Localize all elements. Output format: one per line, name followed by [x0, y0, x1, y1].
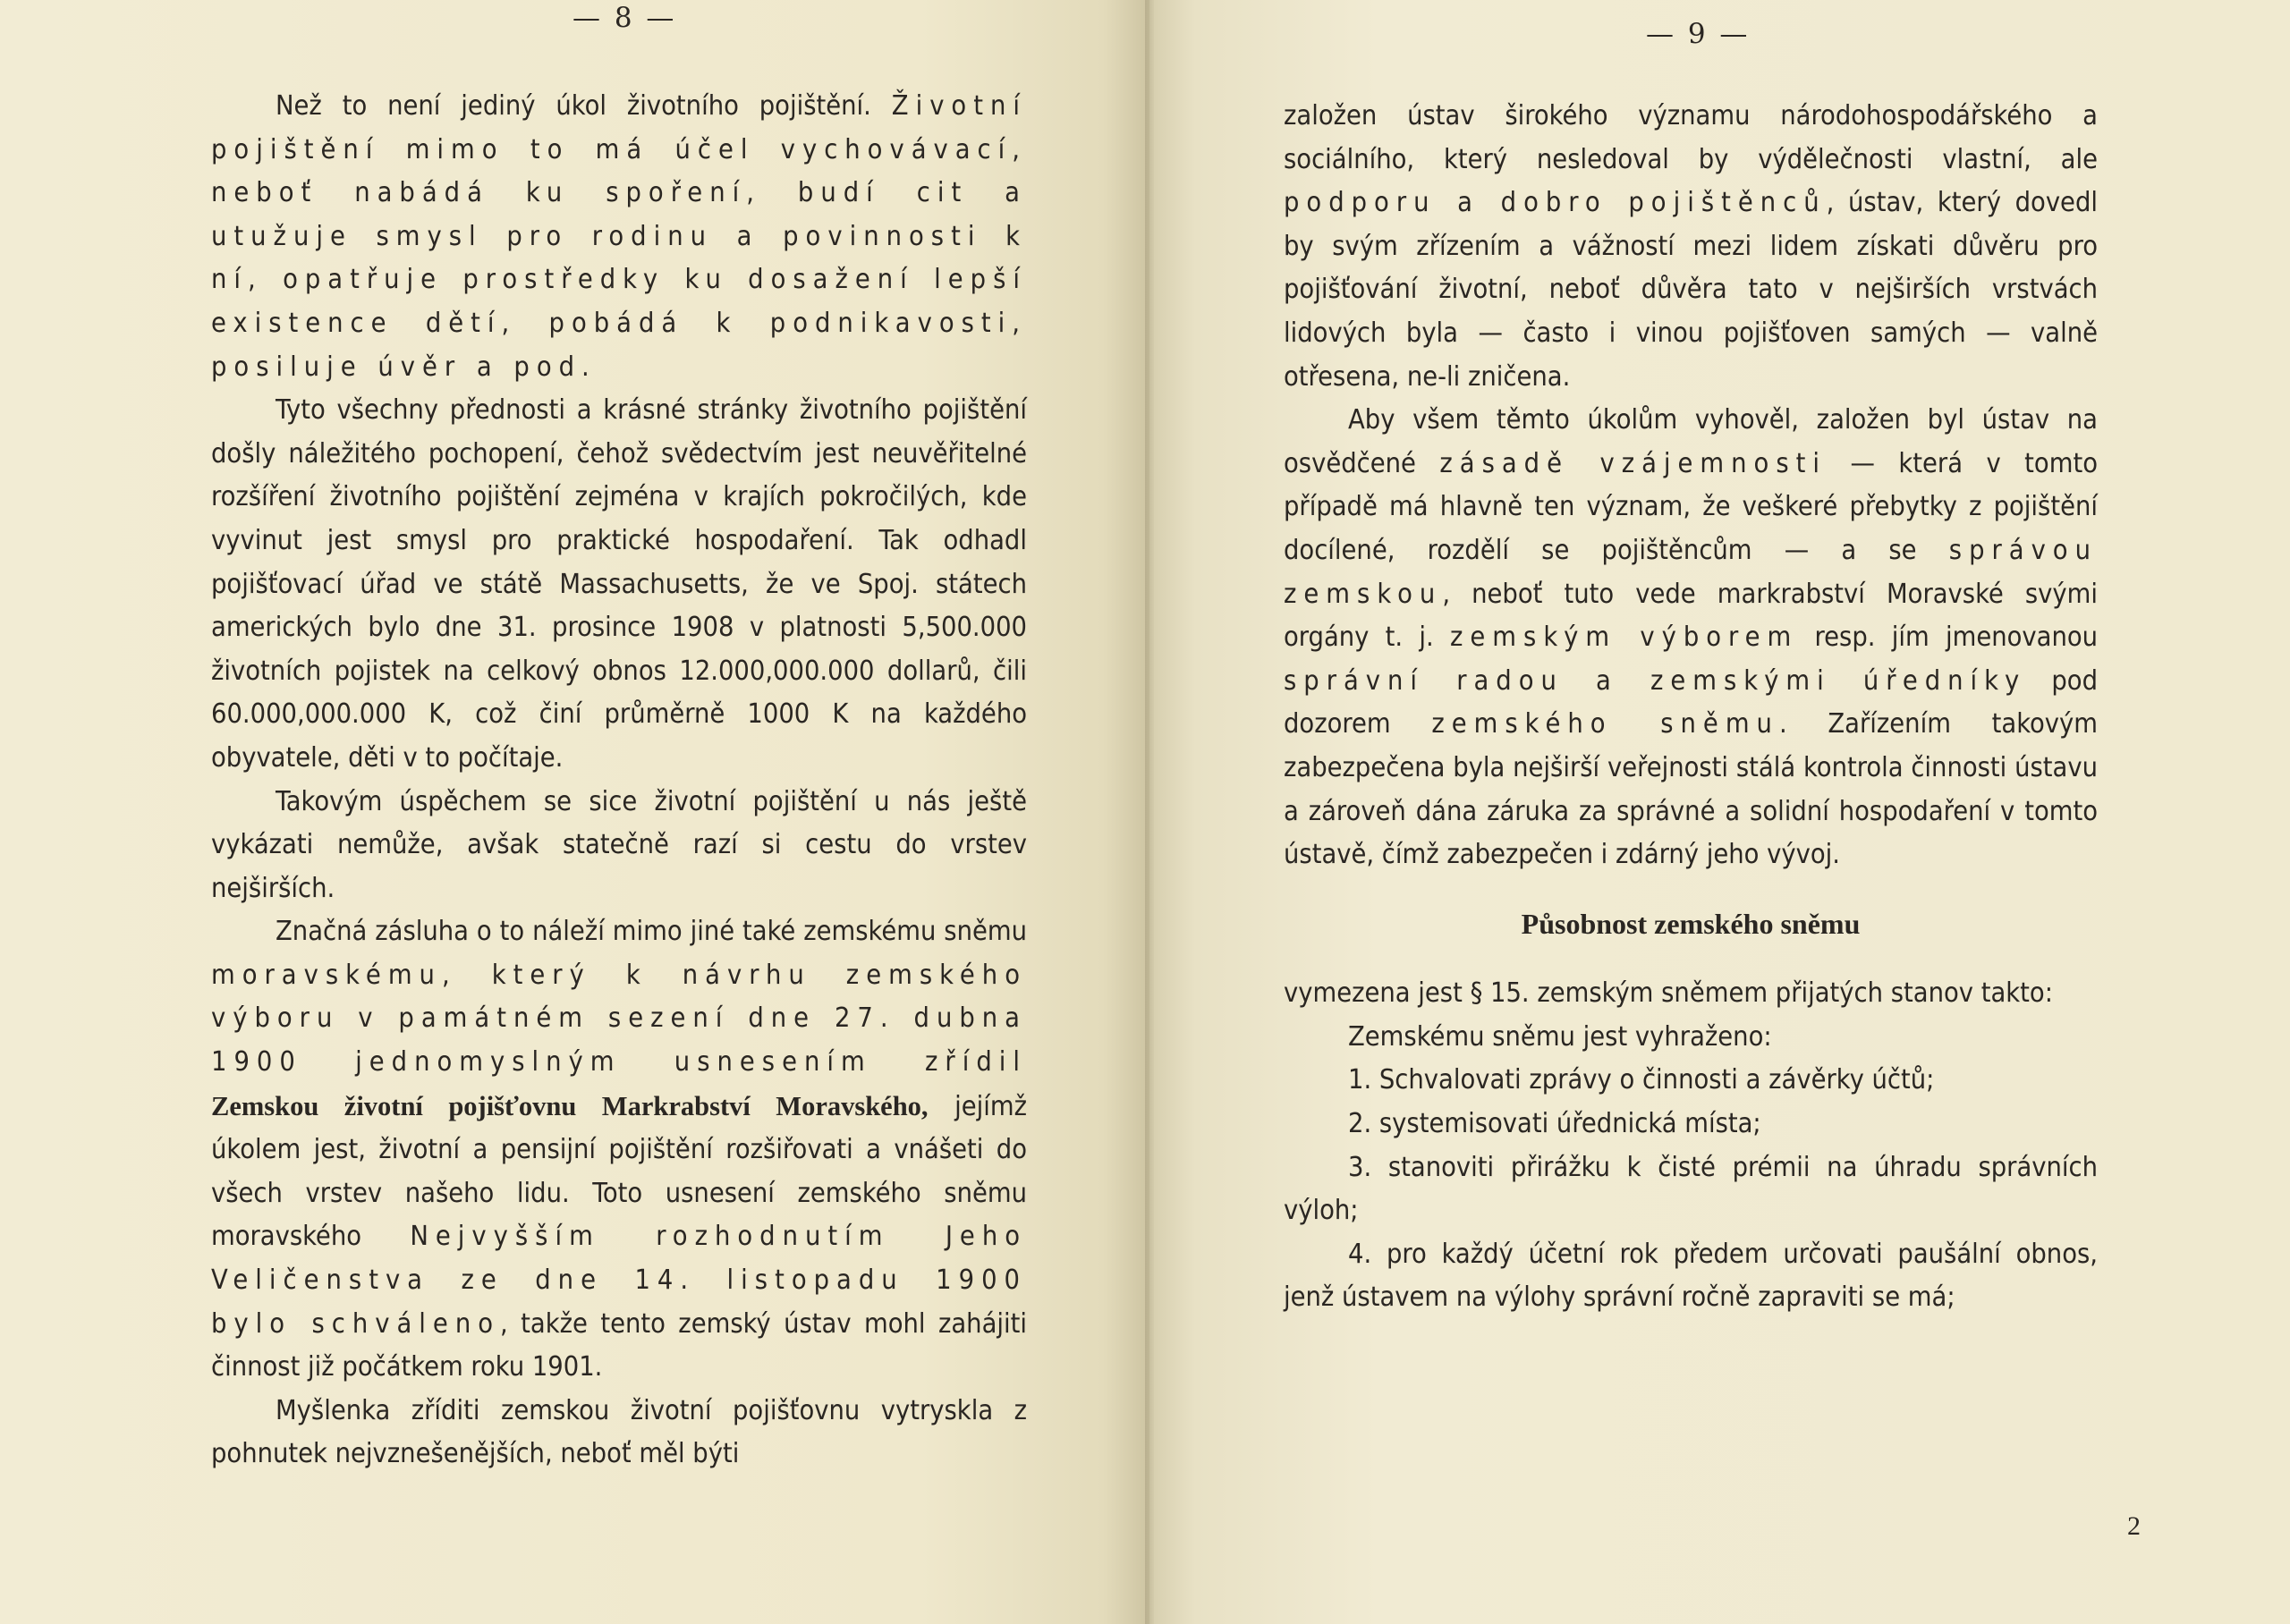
text-run: resp. jím jmenovanou: [1798, 622, 2099, 654]
text-run: založen ústav širokého významu národohospodářského a sociálního, který nesledoval by výdělečnosti vlastní, ale: [1284, 100, 2098, 175]
paragraph: [211, 389, 1027, 780]
right-page-paragraphs: [1284, 95, 2098, 877]
text-run: Takovým úspěchem se sice životní pojištění u nás ještě vykázati nemůže, avšak statečně razí si cestu do vrstev nejširších.: [211, 785, 1027, 904]
book-gutter: [1145, 0, 1154, 1624]
right-page: [1149, 0, 2290, 1624]
text-run: . Zařízením takovým zabezpečena byla nejširší veřejnosti stálá kontrola činnosti ústavu a zároveň dána záruka za správné a solidní hospodaření v tomto ústavě, čímž zabezpečen i zdárný jeho vývoj.: [1284, 708, 2098, 871]
list-item: 1. Schvalovati zprávy o činnosti a závěrky účtů;: [1348, 1064, 1935, 1096]
paragraph: [211, 781, 1027, 911]
text-run: , neboť tuto vede markrabství Moravské svými orgány t. j.: [1284, 578, 2098, 654]
section-intro: vymezena jest § 15. zemským sněmem přijatých stanov takto:: [1284, 977, 2053, 1010]
page-number-right: — 9 —: [1646, 18, 1751, 50]
emphasis-spaced: podporu a dobro pojištěnců: [1284, 187, 1827, 219]
page-number-left: — 8 —: [572, 2, 677, 34]
text-run: , takže tento zemský ústav mohl zahájiti činnost již počátkem roku 1901.: [211, 1307, 1028, 1383]
left-page-text: [211, 85, 1027, 1476]
paragraph: [211, 1390, 1027, 1476]
emphasis-spaced: zemského sněmu: [1431, 708, 1779, 740]
text-run: Aby všem těmto úkolům vyhověl, založen byl ústav na osvědčené: [1284, 404, 2098, 479]
powers-list: [1284, 1059, 2098, 1320]
emphasis-spaced: zemským výborem: [1450, 622, 1799, 654]
paragraph: [1284, 95, 2098, 399]
text-run: Než to není jediný úkol životního pojištění.: [276, 90, 892, 122]
text-run: Tyto všechny přednosti a krásné stránky životního pojištění došly náležitého pochopení, čehož svědectvím jest neuvěřitelné rozšíření životního pojištění zejména v krajích pokročilých, kde vyvinut jest smysl pro praktické hospodaření. Tak odhadl pojišťovací úřad ve státě Massachusetts, že ve Spoj. státech amerických bylo dne 31. prosince 1908 v platnosti 5,500.000 životních pojistek na celkový obnos 12.000,000.000 dollarů, čili 60.000,000.000 K, což činí průměrně 1000 K na každého obyvatele, děti v to počítaje.: [211, 394, 1027, 774]
text-run: pod dozorem: [1284, 664, 2098, 740]
right-page-text: [1284, 95, 2098, 1320]
text-run: jejímž úkolem jest, životní a pensijní pojištění rozšiřovati a vnášeti do všech vrstev našeho lidu. Toto usnesení zemského sněmu moravského: [211, 1090, 1027, 1253]
text-run: Myšlenka zříditi zemskou životní pojišťovnu vytryskla z pohnutek nejvznešenějších, neboť měl býti: [211, 1394, 1027, 1470]
emphasis-spaced: Životní pojištění mimo to má účel vychovávací, neboť nabádá ku spoření, budí cit a utužuje smysl pro rodinu a povinnosti k ní, opatřuje prostředky ku dosažení lepší existence dětí, pobádá k podnikavosti, posiluje úvěr a pod.: [211, 90, 1027, 383]
text-run: — která v tomto případě má hlavně ten význam, že veškeré přebytky z pojištění docílené, rozdělí se pojištěncům — a se: [1284, 447, 2098, 566]
text-run: Značná zásluha o to náleží mimo jiné také zemskému sněmu: [276, 916, 1027, 948]
emphasis-spaced: zásadě vzájemnosti: [1439, 447, 1828, 479]
emphasis-spaced: moravskému, který k návrhu zemského výboru v památném sezení dne 27. dubna 1900 jednomyslným usnesením zřídil: [211, 959, 1027, 1078]
list-item: 4. pro každý účetní rok předem určovati paušální obnos, jenž ústavem na výlohy správní ročně zapraviti se má;: [1284, 1238, 2098, 1314]
emphasis-spaced: Nejvyšším rozhodnutím Jeho Veličenstva ze dne 14. listopadu 1900 bylo schváleno: [211, 1221, 1027, 1340]
list-item: 2. systemisovati úřednická místa;: [1348, 1108, 1761, 1140]
paragraph: [211, 85, 1027, 389]
text-run: , ústav, který dovedl by svým zřízením a vážností mezi lidem získati důvěru pro pojišťování životní, neboť důvěra tato v nejširších vrstvách lidových byla — často i vinou pojišťoven samých — valně otřesena, ne-li zničena.: [1284, 187, 2098, 393]
paragraph: [211, 910, 1027, 1390]
list-intro: Zemskému sněmu jest vyhraženo:: [1348, 1020, 1772, 1053]
emphasis-bold: Zemskou životní pojišťovnu Markrabství Moravského,: [211, 1090, 929, 1121]
paragraph: [1284, 399, 2098, 877]
section-heading: Působnost zemského sněmu: [1521, 907, 1861, 940]
emphasis-spaced: správou zemskou: [1284, 534, 2098, 610]
emphasis-spaced: správní radou a zemskými úředníky: [1284, 664, 2027, 697]
list-item: 3. stanoviti přirážku k čisté prémii na úhradu správních výloh;: [1284, 1151, 2098, 1227]
sheet-signature: 2: [2127, 1511, 2141, 1541]
